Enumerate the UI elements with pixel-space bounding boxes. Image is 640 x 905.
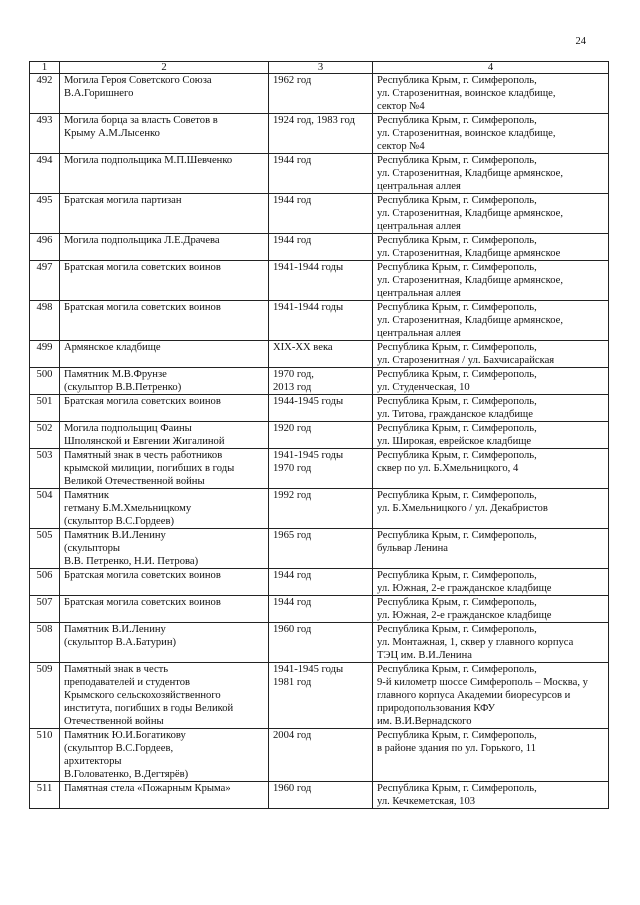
object-date: 1960 год [269,782,373,809]
table-row [30,74,609,114]
object-name: Могила подпольщиц Фаины Шполянской и Евгении Жигалиной [60,422,269,449]
table-row [30,301,609,341]
object-address: Республика Крым, г. Симферополь, ул. Старозенитная, Кладбище армянское, центральная аллея [373,261,609,301]
table-row [30,422,609,449]
table-body [30,74,609,809]
table-row [30,449,609,489]
table-row [30,341,609,368]
row-number: 495 [30,194,60,234]
object-name: Братская могила партизан [60,194,269,234]
object-address: Республика Крым, г. Симферополь, ул. Б.Хмельницкого / ул. Декабристов [373,489,609,529]
object-date: 1941-1944 годы [269,301,373,341]
table-row [30,194,609,234]
object-address: Республика Крым, г. Симферополь, 9-й километр шоссе Симферополь – Москва, у главного корпуса Академии биоресурсов и природопользования КФУ им. В.И.Вернадского [373,663,609,729]
object-date: 1944 год [269,569,373,596]
table-row [30,368,609,395]
row-number: 501 [30,395,60,422]
object-name: Памятник гетману Б.М.Хмельницкому (скульптор В.С.Гордеев) [60,489,269,529]
object-address: Республика Крым, г. Симферополь, ул. Старозенитная, Кладбище армянское, центральная аллея [373,154,609,194]
object-date: 1944-1945 годы [269,395,373,422]
row-number: 507 [30,596,60,623]
row-number: 510 [30,729,60,782]
object-address: Республика Крым, г. Симферополь, сквер по ул. Б.Хмельницкого, 4 [373,449,609,489]
object-name: Братская могила советских воинов [60,301,269,341]
object-name: Братская могила советских воинов [60,261,269,301]
object-date: 1965 год [269,529,373,569]
object-name: Братская могила советских воинов [60,569,269,596]
table-row [30,154,609,194]
object-address: Республика Крым, г. Симферополь, ул. Старозенитная, Кладбище армянское [373,234,609,261]
object-date: XIX-XX века [269,341,373,368]
object-address: Республика Крым, г. Симферополь, ул. Старозенитная, Кладбище армянское, центральная аллея [373,301,609,341]
object-address: Республика Крым, г. Симферополь, бульвар Ленина [373,529,609,569]
row-number: 508 [30,623,60,663]
object-address: Республика Крым, г. Симферополь, ул. Студенческая, 10 [373,368,609,395]
object-date: 1924 год, 1983 год [269,114,373,154]
object-date: 1941-1944 годы [269,261,373,301]
object-name: Памятная стела «Пожарным Крыма» [60,782,269,809]
object-address: Республика Крым, г. Симферополь, ул. Титова, гражданское кладбище [373,395,609,422]
column-header: 2 [60,62,269,74]
row-number: 505 [30,529,60,569]
object-name: Памятный знак в честь преподавателей и студентов Крымского сельскохозяйственного института, погибших в годы Великой Отечественной войны [60,663,269,729]
object-address: Республика Крым, г. Симферополь, ул. Старозенитная / ул. Бахчисарайская [373,341,609,368]
object-address: Республика Крым, г. Симферополь, ул. Южная, 2-е гражданское кладбище [373,569,609,596]
page-number: 24 [575,36,586,47]
object-date: 1944 год [269,154,373,194]
table-row [30,489,609,529]
object-address: Республика Крым, г. Симферополь, ул. Старозенитная, Кладбище армянское, центральная аллея [373,194,609,234]
row-number: 511 [30,782,60,809]
object-name: Братская могила советских воинов [60,395,269,422]
row-number: 497 [30,261,60,301]
object-name: Памятник В.И.Ленину (скульпторы В.В. Петренко, Н.И. Петрова) [60,529,269,569]
column-header: 3 [269,62,373,74]
row-number: 496 [30,234,60,261]
object-address: Республика Крым, г. Симферополь, ул. Старозенитная, воинское кладбище, сектор №4 [373,114,609,154]
row-number: 498 [30,301,60,341]
header-row [30,62,609,74]
column-header: 1 [30,62,60,74]
table-row [30,596,609,623]
object-name: Памятный знак в честь работников крымской милиции, погибших в годы Великой Отечественной войны [60,449,269,489]
object-date: 1941-1945 годы 1981 год [269,663,373,729]
object-address: Республика Крым, г. Симферополь, ул. Старозенитная, воинское кладбище, сектор №4 [373,74,609,114]
row-number: 506 [30,569,60,596]
row-number: 493 [30,114,60,154]
row-number: 494 [30,154,60,194]
object-date: 1960 год [269,623,373,663]
object-date: 1920 год [269,422,373,449]
monuments-table [29,61,609,809]
object-date: 1941-1945 годы 1970 год [269,449,373,489]
object-name: Могила подпольщика Л.Е.Драчева [60,234,269,261]
object-address: Республика Крым, г. Симферополь, в районе здания по ул. Горького, 11 [373,729,609,782]
row-number: 500 [30,368,60,395]
object-name: Братская могила советских воинов [60,596,269,623]
object-date: 1944 год [269,596,373,623]
table-row [30,114,609,154]
table-row [30,234,609,261]
row-number: 509 [30,663,60,729]
object-name: Памятник В.И.Ленину (скульптор В.А.Батурин) [60,623,269,663]
object-name: Памятник М.В.Фрунзе (скульптор В.В.Петренко) [60,368,269,395]
object-date: 2004 год [269,729,373,782]
object-address: Республика Крым, г. Симферополь, ул. Кечкеметская, 103 [373,782,609,809]
table-row [30,395,609,422]
row-number: 499 [30,341,60,368]
row-number: 502 [30,422,60,449]
row-number: 504 [30,489,60,529]
row-number: 492 [30,74,60,114]
object-name: Могила борца за власть Советов в Крыму А.М.Лысенко [60,114,269,154]
table-row [30,782,609,809]
object-name: Памятник Ю.И.Богатикову (скульптор В.С.Гордеев, архитекторы В.Головатенко, В.Дегтярёв) [60,729,269,782]
object-address: Республика Крым, г. Симферополь, ул. Южная, 2-е гражданское кладбище [373,596,609,623]
object-date: 1944 год [269,194,373,234]
object-name: Армянское кладбище [60,341,269,368]
object-name: Могила подпольщика М.П.Шевченко [60,154,269,194]
table-row [30,261,609,301]
table-row [30,729,609,782]
object-date: 1992 год [269,489,373,529]
table-row [30,623,609,663]
table-row [30,529,609,569]
table-row [30,569,609,596]
table-row [30,663,609,729]
object-date: 1962 год [269,74,373,114]
row-number: 503 [30,449,60,489]
object-date: 1970 год, 2013 год [269,368,373,395]
object-address: Республика Крым, г. Симферополь, ул. Широкая, еврейское кладбище [373,422,609,449]
object-name: Могила Героя Советского Союза В.А.Горишнего [60,74,269,114]
object-date: 1944 год [269,234,373,261]
object-address: Республика Крым, г. Симферополь, ул. Монтажная, 1, сквер у главного корпуса ТЭЦ им. В.И.Ленина [373,623,609,663]
column-header: 4 [373,62,609,74]
